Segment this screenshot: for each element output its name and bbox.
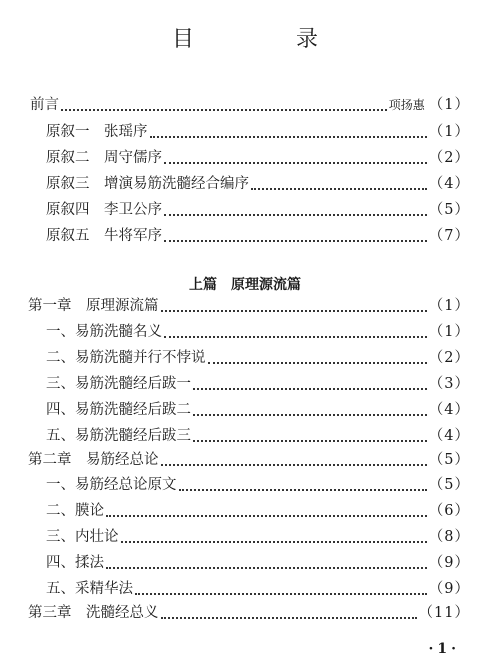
toc-entry-label: 二、膜论 (46, 503, 104, 519)
toc-entry-author: 项扬惠 (388, 98, 425, 112)
toc-entry-preface-1[interactable] (46, 122, 470, 142)
toc-entry[interactable] (46, 322, 470, 342)
toc-entry-page: （3） (428, 376, 470, 392)
toc-entry-label: 第三章 洗髓经总义 (28, 605, 159, 621)
page-title: 目 录 (171, 27, 358, 52)
toc-entry-label: 一、易筋经总论原文 (46, 477, 177, 493)
dot-leader (106, 503, 427, 517)
part-heading: 上篇 原理源流篇 (189, 277, 301, 293)
toc-entry-label: 原叙三 增演易筋洗髓经合编序 (46, 176, 249, 192)
dot-leader (106, 555, 427, 569)
toc-entry-preface-2[interactable] (46, 148, 470, 168)
dot-leader (193, 376, 427, 390)
dot-leader (150, 124, 427, 138)
dot-leader (164, 228, 427, 242)
toc-entry-label: 原叙五 牛将军序 (46, 228, 162, 244)
toc-entry-chapter-2[interactable] (28, 450, 470, 470)
toc-entry-chapter-1[interactable] (28, 296, 470, 316)
toc-entry-label: 五、采精华法 (46, 581, 133, 597)
toc-entry-label: 原叙一 张瑶序 (46, 124, 148, 140)
toc-entry-label: 原叙二 周守儒序 (46, 150, 162, 166)
toc-entry-label: 第二章 易筋经总论 (28, 452, 159, 468)
toc-entry-label: 前言 (30, 97, 59, 113)
toc-entry-page: （6） (428, 503, 470, 519)
dot-leader (208, 350, 427, 364)
dot-leader (193, 402, 427, 416)
toc-entry-label: 三、内壮论 (46, 529, 119, 545)
toc-entry-label: 四、揉法 (46, 555, 104, 571)
toc-entry-page: （1） (428, 298, 470, 314)
toc-entry-label: 三、易筋洗髓经后跋一 (46, 376, 191, 392)
toc-entry[interactable] (46, 579, 470, 599)
toc-entry[interactable] (46, 527, 470, 547)
dot-leader (161, 605, 417, 619)
toc-entry-page: （5） (428, 477, 470, 493)
toc-entry-label: 一、易筋洗髓名义 (46, 324, 162, 340)
dot-leader (135, 581, 427, 595)
toc-entry-label: 四、易筋洗髓经后跋二 (46, 402, 191, 418)
dot-leader (161, 298, 427, 312)
toc-entry-page: （9） (428, 555, 470, 571)
toc-entry-label: 第一章 原理源流篇 (28, 298, 159, 314)
toc-entry-page: （1） (428, 324, 470, 340)
toc-entry-page: （8） (428, 529, 470, 545)
toc-entry-page: （1） (428, 124, 470, 140)
toc-entry-page: （7） (428, 228, 470, 244)
dot-leader (121, 529, 427, 543)
toc-entry-preface[interactable] (30, 95, 470, 115)
toc-entry-preface-5[interactable] (46, 226, 470, 246)
toc-entry-page: （4） (428, 402, 470, 418)
toc-entry[interactable] (46, 475, 470, 495)
toc-entry-label: 原叙四 李卫公序 (46, 202, 162, 218)
dot-leader (193, 428, 427, 442)
toc-entry[interactable] (46, 553, 470, 573)
toc-entry-label: 二、易筋洗髓并行不悖说 (46, 350, 206, 366)
toc-entry-preface-3[interactable] (46, 174, 470, 194)
toc-entry-page: （4） (428, 176, 470, 192)
toc-entry-page: （4） (428, 428, 470, 444)
dot-leader (161, 452, 427, 466)
dot-leader (164, 324, 427, 338)
toc-entry[interactable] (46, 348, 470, 368)
toc-entry-page: （2） (428, 350, 470, 366)
toc-entry-chapter-3[interactable] (28, 603, 470, 623)
toc-entry[interactable] (46, 400, 470, 420)
toc-entry[interactable] (46, 426, 470, 446)
toc-entry-label: 五、易筋洗髓经后跋三 (46, 428, 191, 444)
dot-leader (251, 176, 427, 190)
dot-leader (164, 150, 427, 164)
toc-entry-page: （5） (428, 452, 470, 468)
dot-leader (179, 477, 427, 491)
toc-entry[interactable] (46, 501, 470, 521)
toc-entry-page: （2） (428, 150, 470, 166)
toc-entry-page: （11） (418, 605, 470, 621)
toc-entry-preface-4[interactable] (46, 200, 470, 220)
dot-leader (61, 97, 387, 111)
toc-entry-page: （1） (428, 97, 470, 113)
toc-entry-page: （5） (428, 202, 470, 218)
toc-entry-page: （9） (428, 581, 470, 597)
dot-leader (164, 202, 427, 216)
toc-entry[interactable] (46, 374, 470, 394)
page-number: ·1· (428, 641, 460, 657)
